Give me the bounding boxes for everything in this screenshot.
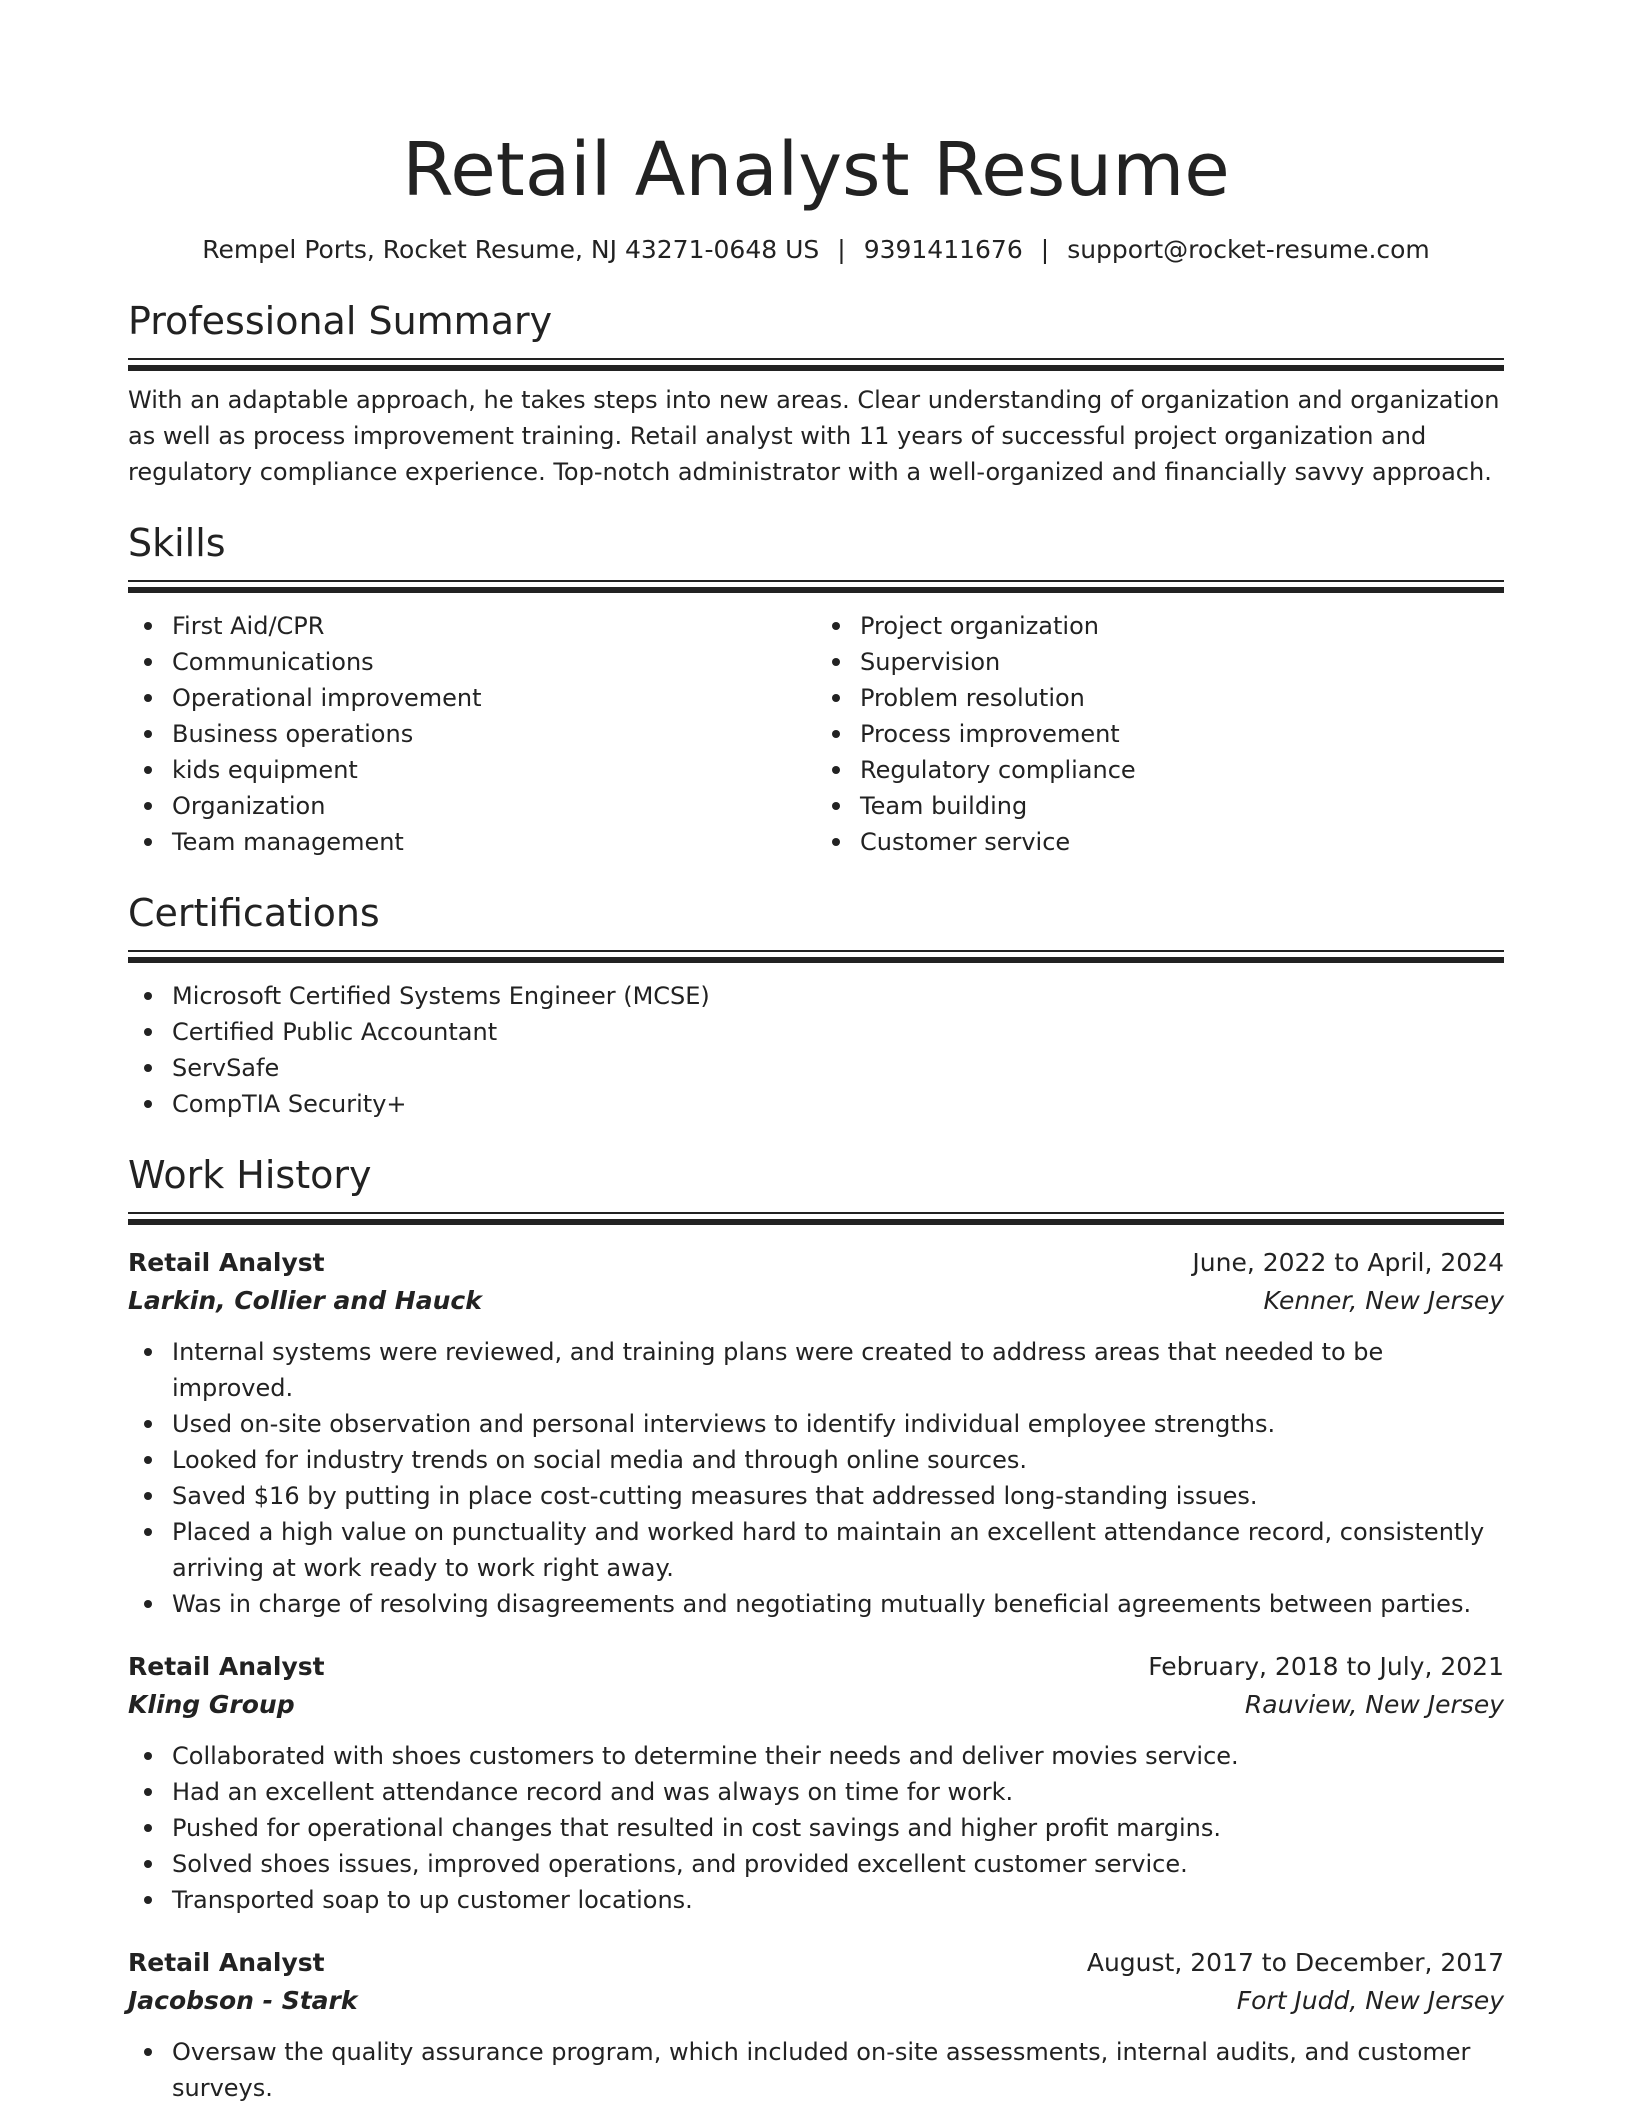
job-bullet-list: [128, 2034, 1504, 2106]
job-bullet: Used on-site observation and personal interviews to identify individual employee strengths.: [172, 1406, 1504, 1442]
job-company: Jacobson - Stark: [128, 1986, 358, 2015]
job-header-row: [128, 1244, 1504, 1282]
skills-grid: [128, 608, 1504, 860]
job-bullet-list: [128, 1738, 1504, 1918]
contact-separator: |: [1040, 235, 1050, 264]
skills-heading: Skills: [128, 521, 226, 565]
job-dates: February, 2018 to July, 2021: [1148, 1652, 1504, 1681]
job-bullet: Solved shoes issues, improved operations, and provided excellent customer service.: [172, 1846, 1504, 1882]
skills-list-left: [128, 608, 816, 860]
job-company: Larkin, Collier and Hauck: [128, 1286, 482, 1315]
job-subheader-row: [128, 1686, 1504, 1724]
certifications-heading: Certifications: [128, 891, 380, 935]
resume-title: Retail Analyst Resume: [402, 127, 1230, 213]
job-entry: [128, 1244, 1504, 1622]
job-dates: August, 2017 to December, 2017: [1086, 1948, 1504, 1977]
certification-item: CompTIA Security+: [172, 1086, 1504, 1122]
skill-item: Communications: [172, 644, 816, 680]
skill-item: Operational improvement: [172, 680, 816, 716]
job-title: Retail Analyst: [128, 1652, 325, 1681]
skills-section: [128, 518, 1504, 860]
contact-separator: |: [837, 235, 846, 264]
job-bullet: Pushed for operational changes that resulted in cost savings and higher profit margins.: [172, 1810, 1504, 1846]
job-dates: June, 2022 to April, 2024: [1192, 1248, 1504, 1277]
job-subheader-row: [128, 1982, 1504, 2020]
job-bullet: Transported soap to up customer locations.: [172, 1882, 1504, 1918]
skill-item: Supervision: [860, 644, 1504, 680]
job-location: Fort Judd, New Jersey: [1236, 1986, 1504, 2015]
job-bullet: Was in charge of resolving disagreements and negotiating mutually beneficial agreements between parties.: [172, 1586, 1504, 1622]
skill-item: Customer service: [860, 824, 1504, 860]
skill-item: Team management: [172, 824, 816, 860]
summary-heading: Professional Summary: [128, 299, 553, 343]
certification-item: Microsoft Certified Systems Engineer (MCSE): [172, 978, 1504, 1014]
job-subheader-row: [128, 1282, 1504, 1320]
job-title: Retail Analyst: [128, 1248, 325, 1277]
job-location: Rauview, New Jersey: [1244, 1690, 1504, 1719]
job-company: Kling Group: [128, 1690, 295, 1719]
job-bullet: Looked for industry trends on social media and through online sources.: [172, 1442, 1504, 1478]
contact-line: [128, 232, 1504, 268]
job-header-row: [128, 1648, 1504, 1686]
skill-item: kids equipment: [172, 752, 816, 788]
contact-phone: 9391411676: [863, 235, 1023, 264]
job-bullet: Oversaw the quality assurance program, which included on-site assessments, internal audits, and customer surveys.: [172, 2034, 1504, 2106]
contact-email: support@rocket-resume.com: [1067, 235, 1430, 264]
section-divider: [128, 950, 1504, 964]
skills-list-right: [816, 608, 1504, 860]
job-location: Kenner, New Jersey: [1263, 1286, 1504, 1315]
job-bullet: Internal systems were reviewed, and training plans were created to address areas that needed to be improved.: [172, 1334, 1504, 1406]
job-bullet: Collaborated with shoes customers to determine their needs and deliver movies service.: [172, 1738, 1504, 1774]
job-bullet: Had an excellent attendance record and was always on time for work.: [172, 1774, 1504, 1810]
skill-item: Regulatory compliance: [860, 752, 1504, 788]
skill-item: Organization: [172, 788, 816, 824]
section-divider: [128, 358, 1504, 372]
work-history-section: [128, 1150, 1504, 2106]
skill-item: Process improvement: [860, 716, 1504, 752]
job-entry: [128, 1944, 1504, 2106]
certifications-list: [128, 978, 1504, 1122]
skill-item: Business operations: [172, 716, 816, 752]
certification-item: Certified Public Accountant: [172, 1014, 1504, 1050]
summary-section: [128, 296, 1504, 490]
skill-item: Project organization: [860, 608, 1504, 644]
job-header-row: [128, 1944, 1504, 1982]
skill-item: First Aid/CPR: [172, 608, 816, 644]
resume-page: [128, 0, 1504, 2106]
certification-item: ServSafe: [172, 1050, 1504, 1086]
skill-item: Team building: [860, 788, 1504, 824]
job-bullet-list: [128, 1334, 1504, 1622]
job-title: Retail Analyst: [128, 1948, 325, 1977]
job-bullet: Placed a high value on punctuality and worked hard to maintain an excellent attendance record, consistently arriving at work ready to work right away.: [172, 1514, 1504, 1586]
section-divider: [128, 1212, 1504, 1226]
work-history-heading: Work History: [128, 1153, 372, 1197]
skill-item: Problem resolution: [860, 680, 1504, 716]
certifications-section: [128, 888, 1504, 1122]
contact-address: Rempel Ports, Rocket Resume, NJ 43271-0648 US: [202, 235, 820, 264]
section-divider: [128, 580, 1504, 594]
summary-text: With an adaptable approach, he takes steps into new areas. Clear understanding of organization and organization as well as process improvement training. Retail analyst with 11 years of successful project organization and regulatory compliance experience. Top-notch administrator with a well-organized and financially savvy approach.: [128, 386, 1500, 486]
job-bullet: Saved $16 by putting in place cost-cutting measures that addressed long-standing issues.: [172, 1478, 1504, 1514]
job-entry: [128, 1648, 1504, 1918]
